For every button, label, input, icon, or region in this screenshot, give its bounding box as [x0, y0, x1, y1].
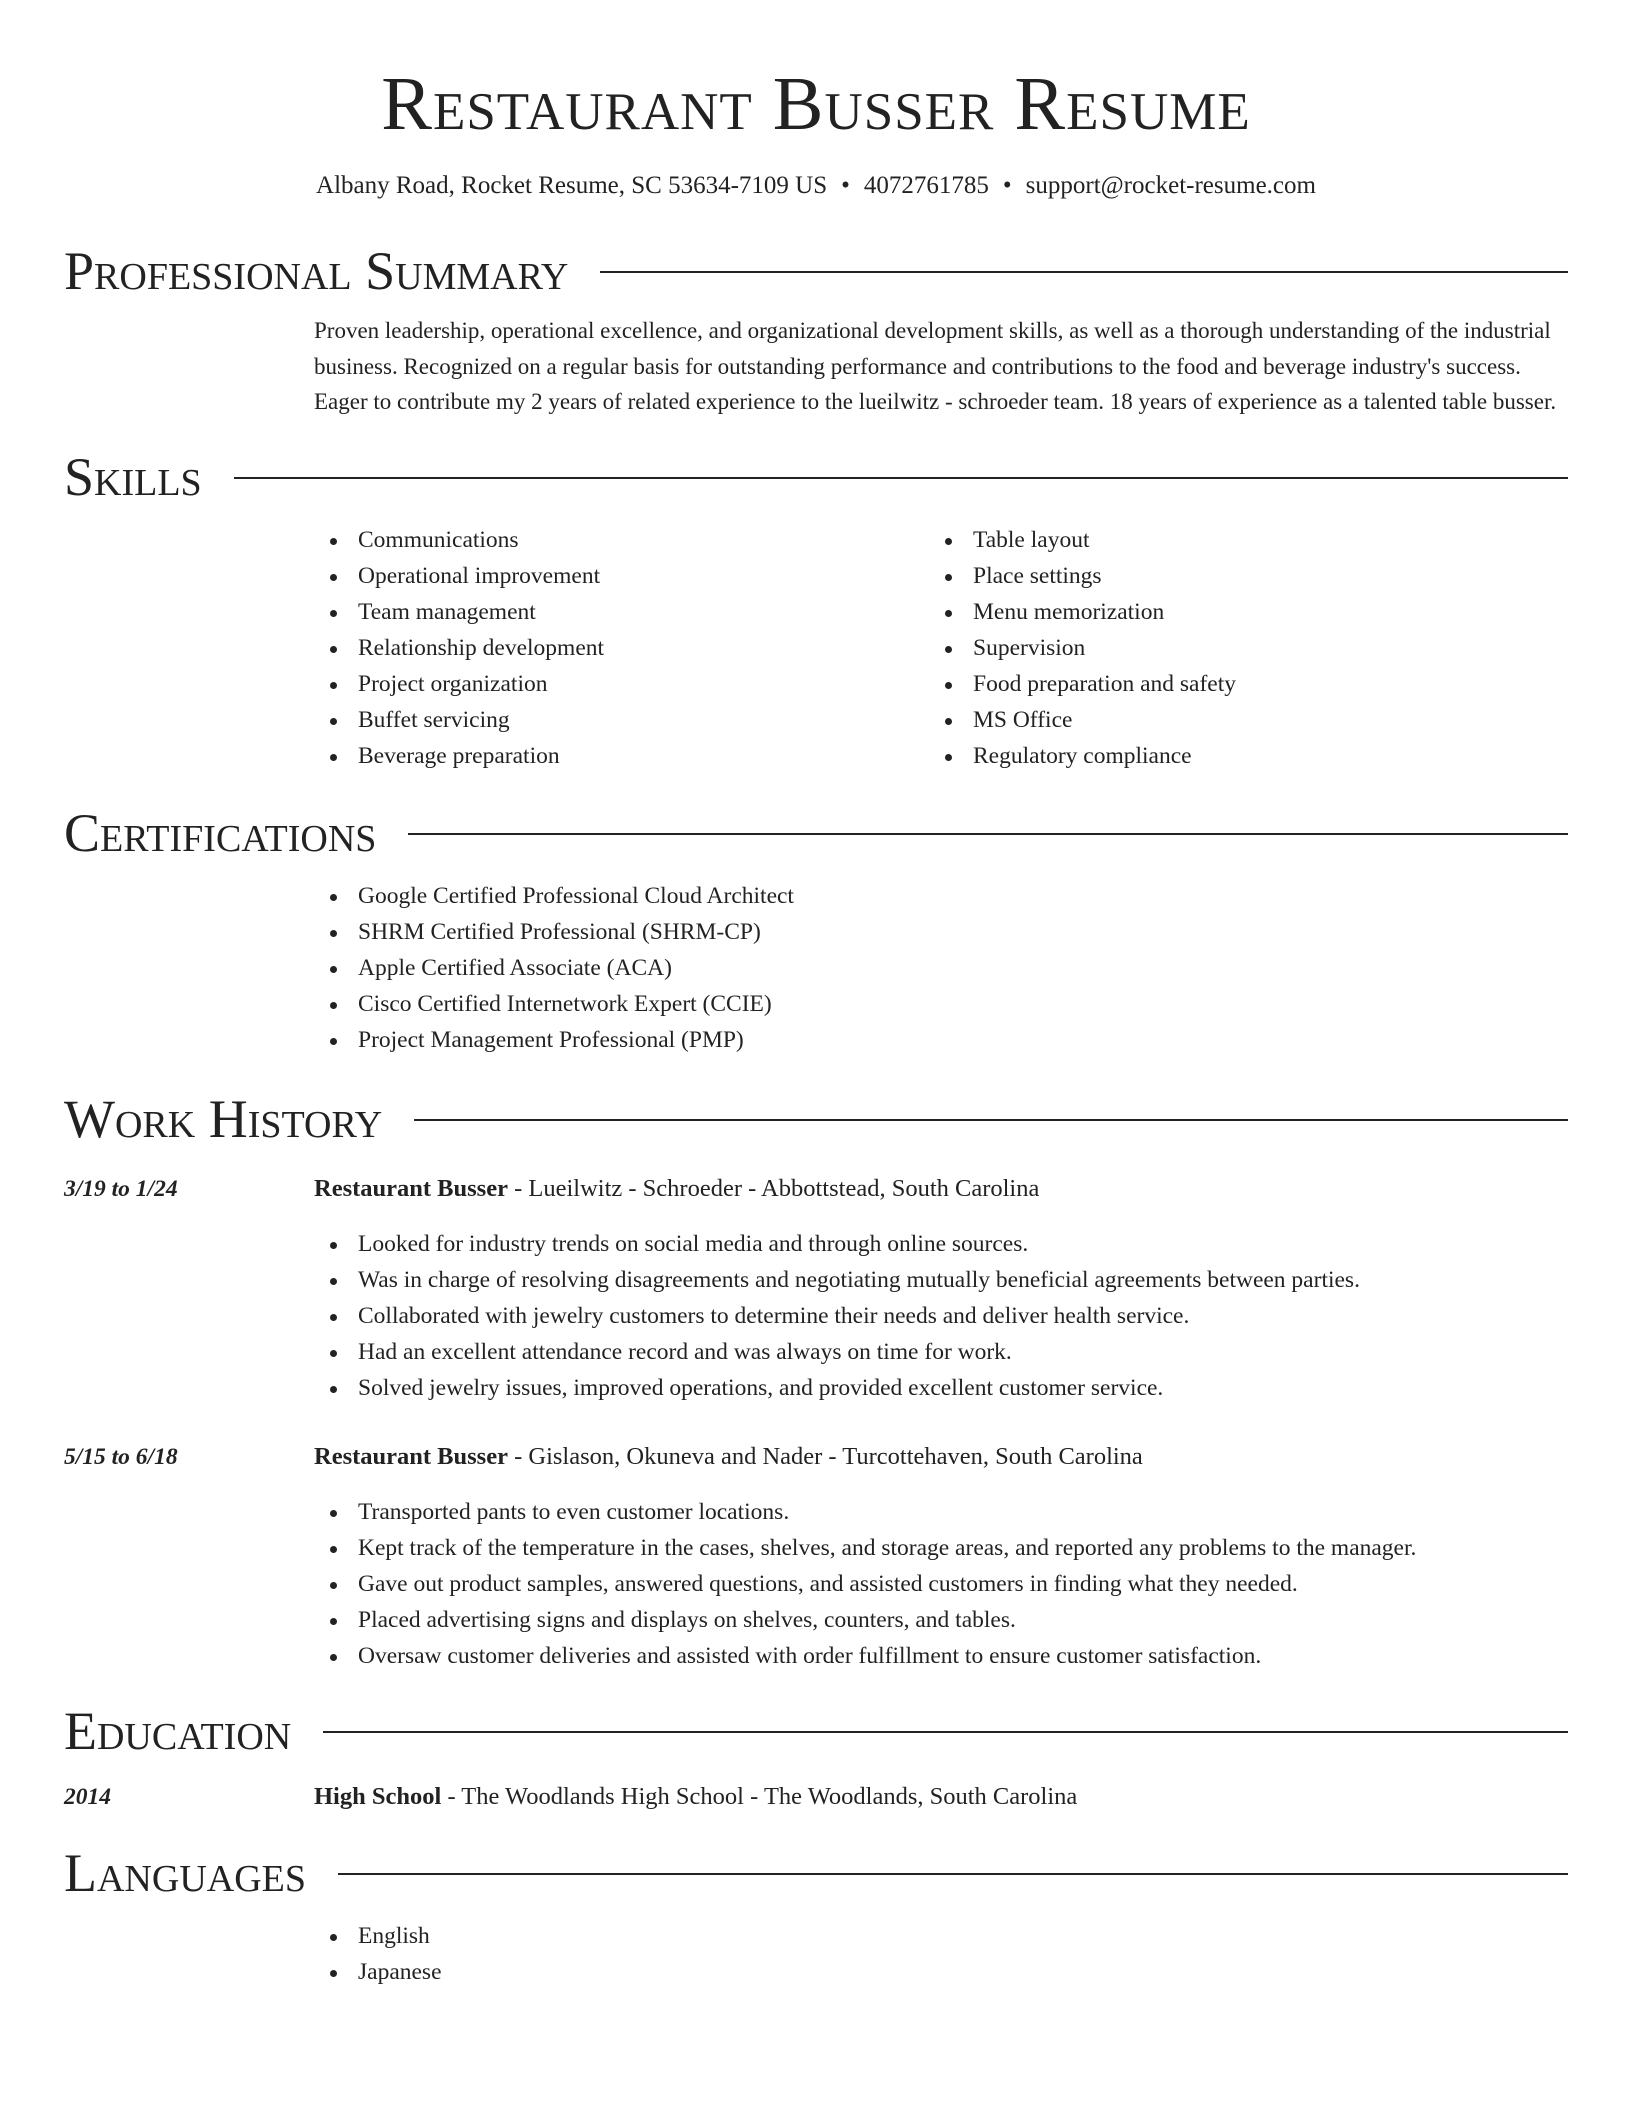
education-school: - The Woodlands High School - The Woodlands, South Carolina: [441, 1782, 1078, 1810]
job-bullet: Solved jewelry issues, improved operations, and provided excellent customer service.: [314, 1370, 1568, 1406]
contact-phone: 4072761785: [863, 172, 989, 199]
skills-columns: [314, 522, 1568, 774]
resume-page: [64, 0, 1568, 1990]
section-title: Skills: [64, 446, 202, 507]
languages-section: [64, 1842, 1568, 1990]
section-title: Work History: [64, 1088, 383, 1149]
job-bullets: [314, 1226, 1568, 1406]
job-dates: 3/19 to 1/24: [64, 1175, 178, 1202]
skill-item: Project organization: [314, 666, 929, 702]
skill-item: Beverage preparation: [314, 738, 929, 774]
section-divider: [234, 477, 1568, 479]
skill-item: Table layout: [929, 522, 1544, 558]
section-divider: [408, 833, 1568, 835]
contact-address: Albany Road, Rocket Resume, SC 53634-7109 US: [316, 172, 828, 199]
education-entry: [64, 1780, 1568, 1814]
section-header: [64, 240, 1568, 302]
skill-item: Menu memorization: [929, 594, 1544, 630]
education-date: 2014: [64, 1783, 111, 1810]
education-section: [64, 1700, 1568, 1814]
language-item: Japanese: [314, 1954, 1568, 1990]
skill-item: Supervision: [929, 630, 1544, 666]
section-header: [64, 1088, 1568, 1150]
skill-item: Communications: [314, 522, 929, 558]
job-entry: [64, 1440, 1568, 1674]
section-divider: [323, 1731, 1568, 1733]
language-item: English: [314, 1918, 1568, 1954]
certification-item: Project Management Professional (PMP): [314, 1022, 1568, 1058]
job-bullet: Gave out product samples, answered questions, and assisted customers in finding what they needed.: [314, 1566, 1568, 1602]
section-header: [64, 802, 1568, 864]
education-degree: High School: [314, 1782, 442, 1810]
skill-item: Relationship development: [314, 630, 929, 666]
section-header: [64, 1842, 1568, 1904]
job-role: Restaurant Busser: [314, 1442, 508, 1470]
skill-item: Operational improvement: [314, 558, 929, 594]
contact-email: support@rocket-resume.com: [1025, 172, 1316, 199]
resume-title: Restaurant Busser Resume: [381, 62, 1251, 146]
contact-line: [64, 170, 1568, 202]
skill-item: MS Office: [929, 702, 1544, 738]
job-employer: - Lueilwitz - Schroeder - Abbottstead, South Carolina: [507, 1174, 1040, 1202]
languages-list: [314, 1918, 1568, 1990]
job-bullet: Had an excellent attendance record and was always on time for work.: [314, 1334, 1568, 1370]
skills-list-left: [314, 522, 929, 774]
job-employer: - Gislason, Okuneva and Nader - Turcottehaven, South Carolina: [507, 1442, 1143, 1470]
job-dates: 5/15 to 6/18: [64, 1443, 178, 1470]
job-bullet: Looked for industry trends on social media and through online sources.: [314, 1226, 1568, 1262]
certification-item: Apple Certified Associate (ACA): [314, 950, 1568, 986]
certification-item: Cisco Certified Internetwork Expert (CCIE): [314, 986, 1568, 1022]
certifications-list: [314, 878, 1568, 1058]
skill-item: Regulatory compliance: [929, 738, 1544, 774]
skill-item: Team management: [314, 594, 929, 630]
job-heading: [314, 1440, 1568, 1474]
job-role: Restaurant Busser: [314, 1174, 508, 1202]
skill-item: Buffet servicing: [314, 702, 929, 738]
job-bullet: Was in charge of resolving disagreements and negotiating mutually beneficial agreements between parties.: [314, 1262, 1568, 1298]
section-divider: [338, 1873, 1568, 1875]
section-title: Education: [64, 1700, 292, 1761]
job-bullet: Oversaw customer deliveries and assisted with order fulfillment to ensure customer satisfaction.: [314, 1638, 1568, 1674]
summary-section: [64, 240, 1568, 420]
section-divider: [600, 271, 1568, 273]
job-entry: [64, 1172, 1568, 1406]
work-history-section: [64, 1088, 1568, 1674]
section-title: Certifications: [64, 802, 377, 863]
job-heading: [314, 1172, 1568, 1206]
job-bullets: [314, 1494, 1568, 1674]
contact-separator: •: [841, 172, 850, 199]
summary-text: Proven leadership, operational excellence, and organizational development skills, as well as a thorough understanding of the industrial business. Recognized on a regular basis for outstanding performance and contributions to the food and beverage industry's success. Eager to contribute my 2 years of related experience to the lueilwitz - schroeder team. 18 years of experience as a talented table busser.: [314, 318, 1557, 414]
section-header: [64, 446, 1568, 508]
education-heading: [314, 1780, 1568, 1814]
job-bullet: Transported pants to even customer locations.: [314, 1494, 1568, 1530]
skills-list-right: [929, 522, 1544, 774]
job-bullet: Collaborated with jewelry customers to determine their needs and deliver health service.: [314, 1298, 1568, 1334]
skill-item: Food preparation and safety: [929, 666, 1544, 702]
skill-item: Place settings: [929, 558, 1544, 594]
certification-item: Google Certified Professional Cloud Architect: [314, 878, 1568, 914]
contact-separator: •: [1002, 172, 1012, 199]
job-bullet: Placed advertising signs and displays on shelves, counters, and tables.: [314, 1602, 1568, 1638]
certifications-section: [64, 802, 1568, 1058]
skills-section: [64, 446, 1568, 774]
section-header: [64, 1700, 1568, 1762]
job-bullet: Kept track of the temperature in the cases, shelves, and storage areas, and reported any problems to the manager.: [314, 1530, 1568, 1566]
section-title: Languages: [64, 1842, 306, 1903]
certification-item: SHRM Certified Professional (SHRM-CP): [314, 914, 1568, 950]
section-title: Professional Summary: [64, 241, 569, 301]
section-divider: [414, 1119, 1568, 1121]
